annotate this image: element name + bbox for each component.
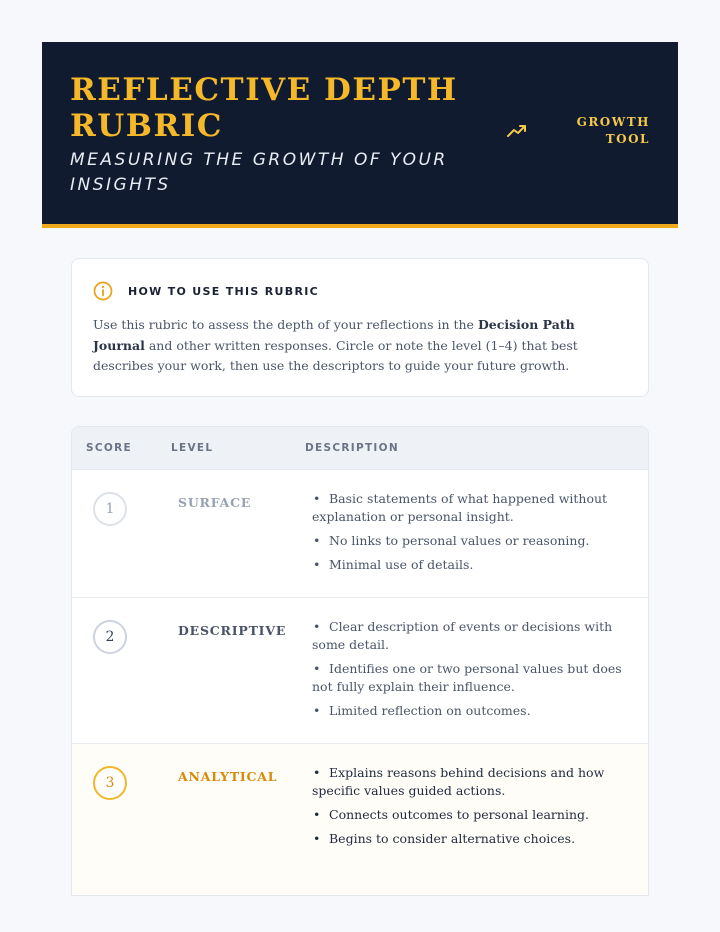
list-item: • Begins to consider alternative choices. bbox=[313, 831, 576, 846]
badge-line-2: TOOL bbox=[605, 132, 650, 146]
page-title: REFLECTIVE DEPTH RUBRIC bbox=[70, 72, 458, 144]
list-item: • Clear description of events or decisions with some detail. bbox=[312, 619, 613, 652]
list-item: • No links to personal values or reasoning. bbox=[313, 533, 590, 548]
rubric-table bbox=[71, 426, 649, 896]
description-list bbox=[312, 764, 630, 854]
level-column-header: LEVEL bbox=[171, 442, 214, 454]
table-row bbox=[72, 598, 648, 744]
list-item: • Explains reasons behind decisions and how specific values guided actions. bbox=[312, 765, 605, 798]
level-label: SURFACE bbox=[178, 495, 252, 510]
list-item: • Limited reflection on outcomes. bbox=[313, 703, 531, 718]
how-to-text bbox=[93, 315, 629, 377]
page-subtitle: MEASURING THE GROWTH OF YOUR INSIGHTS bbox=[70, 150, 448, 195]
table-row bbox=[72, 470, 648, 598]
level-label: ANALYTICAL bbox=[178, 769, 278, 784]
how-to-text-end: and other written responses. Circle or note the level (1–4) that best describes your work, then use the descriptors to guide your future growth. bbox=[93, 337, 578, 373]
journal-name: Decision Path Journal bbox=[93, 317, 575, 353]
score-circle: 2 bbox=[93, 620, 127, 654]
list-item: • Basic statements of what happened without explanation or personal insight. bbox=[312, 491, 608, 524]
table-header bbox=[72, 427, 648, 470]
table-row bbox=[72, 744, 648, 896]
description-list bbox=[312, 618, 630, 726]
description-column-header: DESCRIPTION bbox=[305, 442, 399, 454]
page-header bbox=[42, 42, 678, 228]
info-icon bbox=[93, 281, 113, 301]
trending-up-icon bbox=[506, 123, 528, 139]
score-column-header: SCORE bbox=[86, 442, 132, 454]
score-circle: 1 bbox=[93, 492, 127, 526]
badge-line-1: GROWTH bbox=[576, 115, 650, 129]
list-item: • Connects outcomes to personal learning. bbox=[313, 807, 589, 822]
list-item: • Minimal use of details. bbox=[313, 557, 474, 572]
level-label: DESCRIPTIVE bbox=[178, 623, 287, 638]
growth-tool-badge bbox=[506, 114, 650, 148]
how-to-title: HOW TO USE THIS RUBRIC bbox=[128, 284, 319, 298]
description-list bbox=[312, 490, 630, 580]
badge-label bbox=[570, 114, 650, 148]
how-to-text-start: Use this rubric to assess the depth of your reflections in the bbox=[93, 317, 478, 332]
list-item: • Identifies one or two personal values but does not fully explain their influence. bbox=[312, 661, 622, 694]
how-to-card bbox=[71, 258, 649, 397]
how-to-header bbox=[93, 281, 319, 301]
score-circle: 3 bbox=[93, 766, 127, 800]
